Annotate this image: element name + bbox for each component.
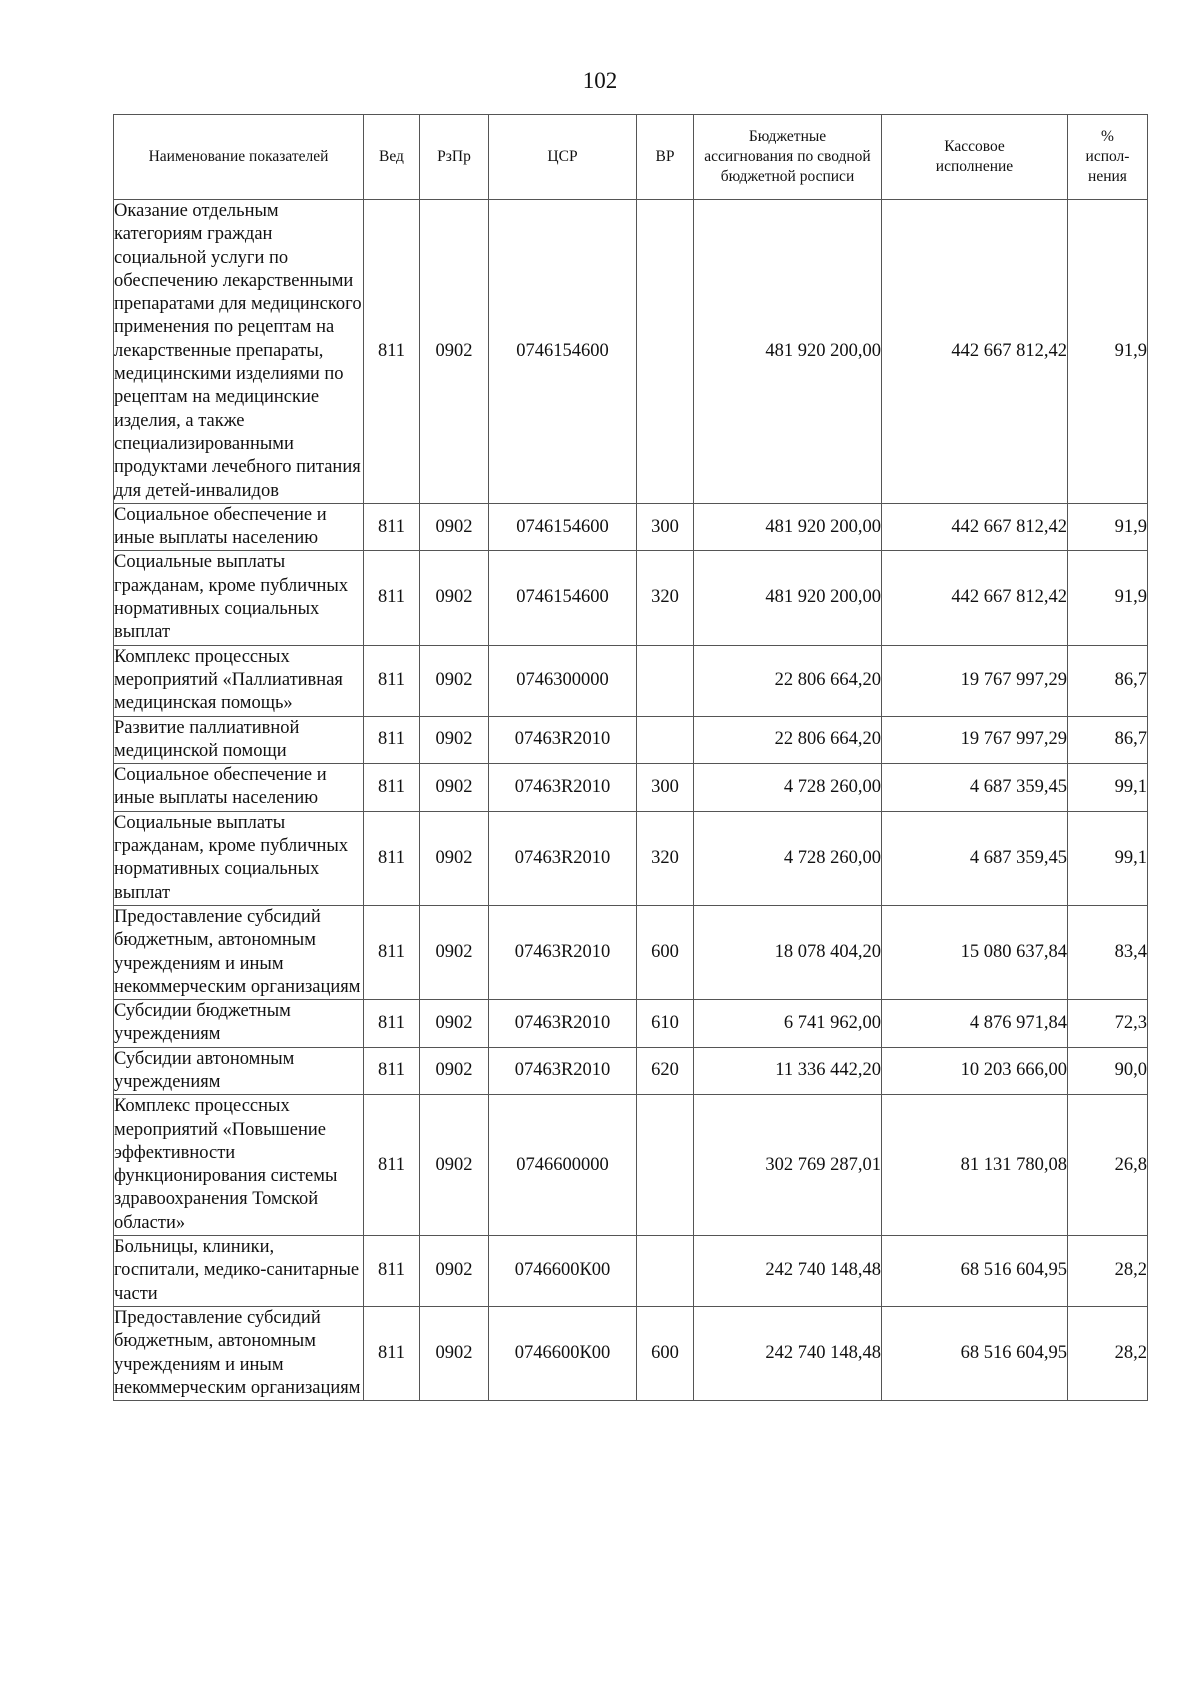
- cell-ved: 811: [364, 1306, 420, 1400]
- cell-pct: 86,7: [1068, 716, 1148, 764]
- header-pct: % испол- нения: [1068, 115, 1148, 200]
- budget-execution-table: [113, 114, 1148, 1401]
- cell-budget: 6 741 962,00: [694, 1000, 882, 1048]
- cell-budget: 18 078 404,20: [694, 905, 882, 999]
- cell-rzpr: 0902: [420, 1236, 489, 1307]
- cell-name: Комплекс процессных мероприятий «Паллиативная медицинская помощь»: [114, 645, 364, 716]
- header-ved: Вед: [364, 115, 420, 200]
- cell-budget: 22 806 664,20: [694, 645, 882, 716]
- cell-cash: 4 687 359,45: [882, 811, 1068, 905]
- cell-csr: 07463R2010: [489, 811, 637, 905]
- cell-vr: 620: [637, 1047, 694, 1095]
- cell-cash: 4 687 359,45: [882, 764, 1068, 812]
- cell-vr: 320: [637, 811, 694, 905]
- table-row: [114, 503, 1148, 551]
- cell-budget: 4 728 260,00: [694, 811, 882, 905]
- cell-rzpr: 0902: [420, 905, 489, 999]
- cell-vr: 600: [637, 1306, 694, 1400]
- cell-pct: 91,9: [1068, 503, 1148, 551]
- cell-cash: 442 667 812,42: [882, 503, 1068, 551]
- cell-rzpr: 0902: [420, 1047, 489, 1095]
- cell-ved: 811: [364, 503, 420, 551]
- cell-vr: 300: [637, 503, 694, 551]
- header-csr: ЦСР: [489, 115, 637, 200]
- cell-pct: 91,9: [1068, 551, 1148, 645]
- cell-pct: 28,2: [1068, 1306, 1148, 1400]
- cell-rzpr: 0902: [420, 716, 489, 764]
- cell-csr: 07463R2010: [489, 1047, 637, 1095]
- cell-csr: 07463R2010: [489, 764, 637, 812]
- cell-cash: 4 876 971,84: [882, 1000, 1068, 1048]
- cell-name: Субсидии автономным учреждениям: [114, 1047, 364, 1095]
- table-row: [114, 200, 1148, 504]
- cell-ved: 811: [364, 811, 420, 905]
- cell-vr: [637, 716, 694, 764]
- table-body: [114, 200, 1148, 1401]
- cell-rzpr: 0902: [420, 551, 489, 645]
- table-row: [114, 1000, 1148, 1048]
- cell-ved: 811: [364, 645, 420, 716]
- cell-name: Социальное обеспечение и иные выплаты населению: [114, 503, 364, 551]
- table-row: [114, 811, 1148, 905]
- cell-rzpr: 0902: [420, 811, 489, 905]
- table-row: [114, 1047, 1148, 1095]
- cell-rzpr: 0902: [420, 503, 489, 551]
- table-row: [114, 1306, 1148, 1400]
- cell-name: Предоставление субсидий бюджетным, автономным учреждениям и иным некоммерческим организациям: [114, 905, 364, 999]
- cell-ved: 811: [364, 764, 420, 812]
- cell-pct: 99,1: [1068, 764, 1148, 812]
- cell-csr: 07463R2010: [489, 905, 637, 999]
- table-row: [114, 905, 1148, 999]
- cell-cash: 81 131 780,08: [882, 1095, 1068, 1236]
- cell-cash: 19 767 997,29: [882, 645, 1068, 716]
- cell-csr: 0746154600: [489, 200, 637, 504]
- cell-rzpr: 0902: [420, 764, 489, 812]
- cell-name: Социальные выплаты гражданам, кроме публичных нормативных социальных выплат: [114, 811, 364, 905]
- cell-csr: 07463R2010: [489, 716, 637, 764]
- table-row: [114, 551, 1148, 645]
- cell-name: Больницы, клиники, госпитали, медико-санитарные части: [114, 1236, 364, 1307]
- cell-vr: [637, 1236, 694, 1307]
- cell-pct: 90,0: [1068, 1047, 1148, 1095]
- cell-budget: 481 920 200,00: [694, 503, 882, 551]
- table-row: [114, 716, 1148, 764]
- table-row: [114, 1236, 1148, 1307]
- cell-vr: [637, 645, 694, 716]
- cell-cash: 68 516 604,95: [882, 1236, 1068, 1307]
- cell-cash: 10 203 666,00: [882, 1047, 1068, 1095]
- cell-ved: 811: [364, 905, 420, 999]
- cell-name: Комплекс процессных мероприятий «Повышение эффективности функционирования системы здравоохранения Томской области»: [114, 1095, 364, 1236]
- page-number: 102: [582, 68, 618, 93]
- table-header-row: [114, 115, 1148, 200]
- cell-name: Предоставление субсидий бюджетным, автономным учреждениям и иным некоммерческим организациям: [114, 1306, 364, 1400]
- cell-pct: 91,9: [1068, 200, 1148, 504]
- cell-csr: 07463R2010: [489, 1000, 637, 1048]
- cell-ved: 811: [364, 1095, 420, 1236]
- cell-vr: [637, 1095, 694, 1236]
- cell-vr: 300: [637, 764, 694, 812]
- cell-pct: 26,8: [1068, 1095, 1148, 1236]
- cell-budget: 242 740 148,48: [694, 1236, 882, 1307]
- cell-pct: 86,7: [1068, 645, 1148, 716]
- cell-cash: 19 767 997,29: [882, 716, 1068, 764]
- cell-rzpr: 0902: [420, 1095, 489, 1236]
- cell-vr: 320: [637, 551, 694, 645]
- cell-csr: 0746600К00: [489, 1306, 637, 1400]
- cell-vr: [637, 200, 694, 504]
- cell-rzpr: 0902: [420, 200, 489, 504]
- cell-ved: 811: [364, 200, 420, 504]
- cell-budget: 11 336 442,20: [694, 1047, 882, 1095]
- cell-csr: 0746300000: [489, 645, 637, 716]
- cell-ved: 811: [364, 1236, 420, 1307]
- table-row: [114, 764, 1148, 812]
- header-name: Наименование показателей: [114, 115, 364, 200]
- cell-csr: 0746600К00: [489, 1236, 637, 1307]
- cell-pct: 28,2: [1068, 1236, 1148, 1307]
- cell-ved: 811: [364, 1000, 420, 1048]
- cell-name: Социальные выплаты гражданам, кроме публичных нормативных социальных выплат: [114, 551, 364, 645]
- cell-csr: 0746154600: [489, 503, 637, 551]
- cell-csr: 0746154600: [489, 551, 637, 645]
- cell-name: Социальное обеспечение и иные выплаты населению: [114, 764, 364, 812]
- cell-name: Оказание отдельным категориям граждан социальной услуги по обеспечению лекарственными препаратами для медицинского применения по рецептам на лекарственные препараты, медицинскими изделиями по рецептам на медицинские изделия, а также специализированными продуктами лечебного питания для детей-инвалидов: [114, 200, 364, 504]
- cell-csr: 0746600000: [489, 1095, 637, 1236]
- table-row: [114, 645, 1148, 716]
- header-rzpr: РзПр: [420, 115, 489, 200]
- cell-vr: 600: [637, 905, 694, 999]
- cell-cash: 442 667 812,42: [882, 200, 1068, 504]
- header-budget: Бюджетные ассигнования по сводной бюджетной росписи: [694, 115, 882, 200]
- cell-budget: 481 920 200,00: [694, 200, 882, 504]
- cell-ved: 811: [364, 1047, 420, 1095]
- cell-ved: 811: [364, 716, 420, 764]
- header-cash: Кассовое исполнение: [882, 115, 1068, 200]
- cell-cash: 68 516 604,95: [882, 1306, 1068, 1400]
- cell-rzpr: 0902: [420, 645, 489, 716]
- cell-rzpr: 0902: [420, 1000, 489, 1048]
- cell-pct: 99,1: [1068, 811, 1148, 905]
- table-row: [114, 1095, 1148, 1236]
- cell-pct: 72,3: [1068, 1000, 1148, 1048]
- header-vr: ВР: [637, 115, 694, 200]
- cell-budget: 302 769 287,01: [694, 1095, 882, 1236]
- cell-name: Субсидии бюджетным учреждениям: [114, 1000, 364, 1048]
- cell-rzpr: 0902: [420, 1306, 489, 1400]
- cell-budget: 481 920 200,00: [694, 551, 882, 645]
- cell-pct: 83,4: [1068, 905, 1148, 999]
- cell-cash: 15 080 637,84: [882, 905, 1068, 999]
- cell-ved: 811: [364, 551, 420, 645]
- cell-name: Развитие паллиативной медицинской помощи: [114, 716, 364, 764]
- cell-budget: 242 740 148,48: [694, 1306, 882, 1400]
- cell-cash: 442 667 812,42: [882, 551, 1068, 645]
- cell-budget: 4 728 260,00: [694, 764, 882, 812]
- cell-vr: 610: [637, 1000, 694, 1048]
- cell-budget: 22 806 664,20: [694, 716, 882, 764]
